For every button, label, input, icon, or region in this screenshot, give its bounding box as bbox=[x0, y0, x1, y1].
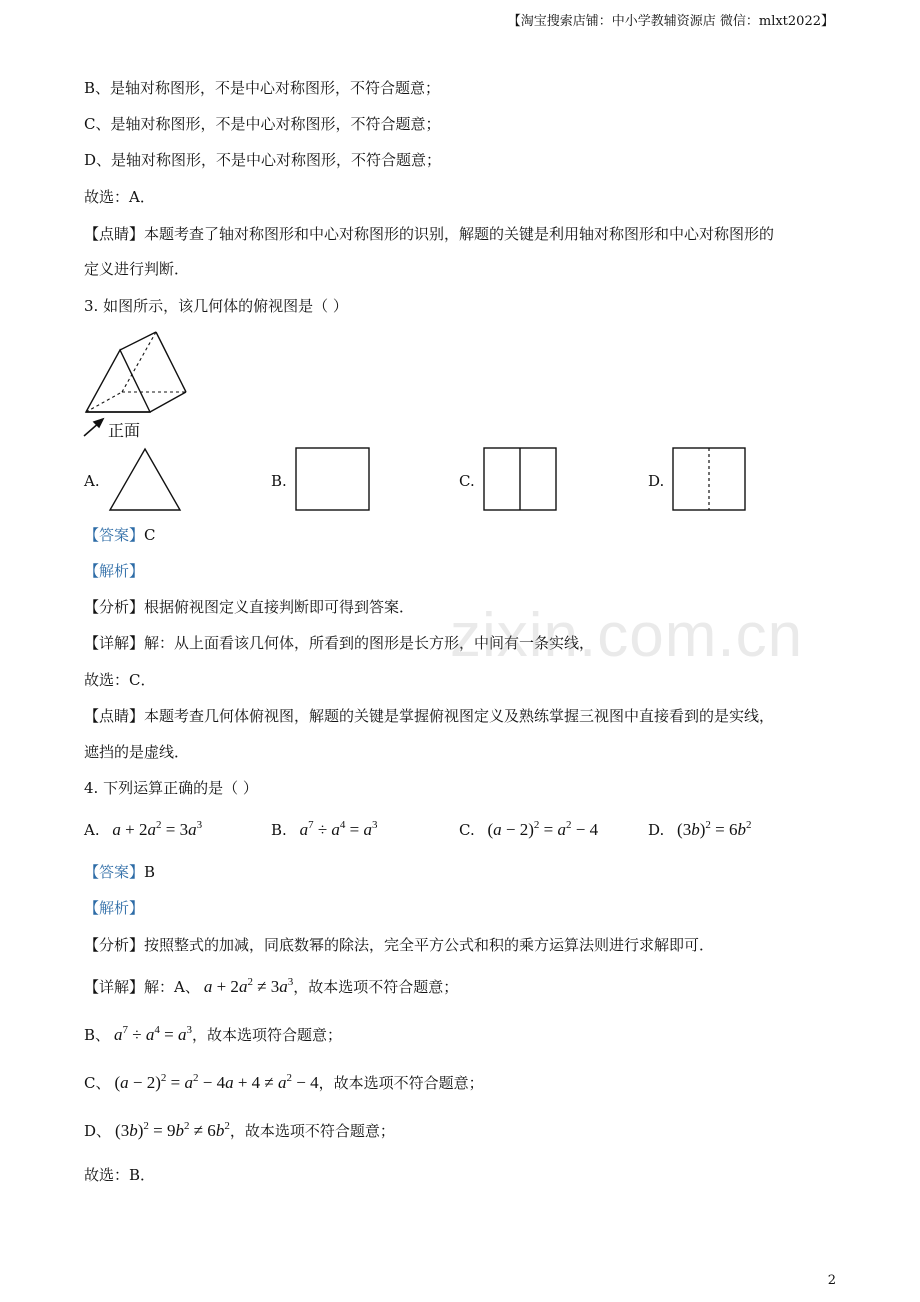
q4-fenxi: 【分析】按照整式的加减，同底数幂的除法，完全平方公式和积的乘方运算法则进行求解即可． bbox=[84, 936, 715, 954]
q3-comment-line2: 遮挡的是虚线． bbox=[84, 743, 190, 761]
q3-answer bbox=[84, 525, 156, 545]
b-prefix: B、 bbox=[84, 1026, 111, 1044]
q3-comment-line1: 【点睛】本题考查几何体俯视图，解题的关键是掌握俯视图定义及熟练掌握三视图中直接看到的是实线， bbox=[84, 707, 775, 725]
q3-option-d-label: D. bbox=[648, 472, 665, 490]
q2-choice: 故选：A． bbox=[84, 188, 155, 206]
q4-d-formula: $(3b)^2 = 9b^2 \ne 6b^2$ bbox=[115, 1120, 230, 1140]
answer-value: C bbox=[144, 526, 156, 544]
q2-option-c-explain: C、是轴对称图形，不是中心对称图形，不符合题意； bbox=[84, 115, 441, 133]
q4-a-formula: $a + 2a^2 \ne 3a^3$ bbox=[203, 976, 294, 996]
q4-option-b-formula: $a^7 \div a^4 = a^3$ bbox=[299, 819, 378, 839]
q3-option-a-label: A. bbox=[84, 472, 100, 490]
d-prefix: D、 bbox=[84, 1122, 112, 1140]
q2-option-d-explain: D、是轴对称图形，不是中心对称图形，不符合题意； bbox=[84, 151, 442, 169]
q4-xiangjie-c bbox=[84, 1073, 484, 1093]
q4-xiangjie-a bbox=[84, 977, 458, 997]
q4-option-c-label: C. bbox=[459, 821, 475, 839]
page-number: 2 bbox=[827, 1273, 836, 1288]
c-prefix: C、 bbox=[84, 1074, 111, 1092]
q3-fenxi: 【分析】根据俯视图定义直接判断即可得到答案． bbox=[84, 598, 415, 616]
q3-option-d-rectangle-dashed-line bbox=[672, 447, 748, 513]
xiangjie-prefix: 【详解】解：A、 bbox=[84, 978, 200, 996]
front-label: 正面 bbox=[108, 421, 141, 440]
q4-c-formula: $(a - 2)^2 = a^2 - 4a + 4 \ne a^2 - 4$ bbox=[114, 1072, 319, 1092]
q4-xiangjie-b bbox=[84, 1025, 342, 1045]
q3-analysis-tag: 【解析】 bbox=[84, 562, 145, 580]
q4-option-a-formula: $a + 2a^2 = 3a^3$ bbox=[112, 819, 203, 839]
q4-analysis-tag: 【解析】 bbox=[84, 899, 145, 917]
b-suffix: ，故本选项符合题意； bbox=[191, 1026, 342, 1044]
q4-xiangjie-d bbox=[84, 1121, 395, 1141]
q2-option-b-explain: B、是轴对称图形，不是中心对称图形，不符合题意； bbox=[84, 79, 441, 97]
q4-option-c-formula: $(a - 2)^2 = a^2 - 4$ bbox=[487, 819, 599, 839]
q4-option-a-label: A. bbox=[84, 821, 100, 839]
q3-choice: 故选：C． bbox=[84, 671, 156, 689]
q4-option-d-formula: $(3b)^2 = 6b^2$ bbox=[677, 819, 752, 839]
answer-tag: 【答案】 bbox=[84, 526, 145, 544]
page-header: 【淘宝搜索店铺：中小学教辅资源店 微信：mlxt2022】 bbox=[507, 14, 834, 29]
q3-stem: 3. 如图所示，该几何体的俯视图是（ ） bbox=[84, 297, 348, 315]
a-suffix: ，故本选项不符合题意； bbox=[293, 978, 459, 996]
q3-xiangjie: 【详解】解：从上面看该几何体，所看到的图形是长方形，中间有一条实线， bbox=[84, 634, 595, 652]
q4-option-d bbox=[648, 820, 751, 840]
q2-comment-line1: 【点睛】本题考查了轴对称图形和中心对称图形的识别，解题的关键是利用轴对称图形和中心对称图形的 bbox=[84, 225, 775, 243]
answer-value: B bbox=[144, 863, 156, 881]
q4-answer bbox=[84, 862, 155, 882]
q3-option-b-rectangle bbox=[295, 447, 371, 513]
q3-option-c-label: C. bbox=[459, 472, 475, 490]
q4-option-b bbox=[271, 820, 378, 840]
c-suffix: ，故本选项不符合题意； bbox=[318, 1074, 484, 1092]
q4-stem: 4. 下列运算正确的是（ ） bbox=[84, 779, 258, 797]
q4-option-b-label: B. bbox=[271, 821, 287, 839]
q2-comment-line2: 定义进行判断． bbox=[84, 260, 190, 278]
watermark: zixin.com.cn bbox=[450, 601, 804, 670]
q3-option-c-rectangle-solid-line bbox=[483, 447, 559, 513]
answer-tag: 【答案】 bbox=[84, 863, 145, 881]
q4-choice: 故选：B． bbox=[84, 1166, 156, 1184]
d-suffix: ，故本选项不符合题意； bbox=[229, 1122, 395, 1140]
q4-option-d-label: D. bbox=[648, 821, 665, 839]
q4-option-c bbox=[459, 820, 598, 840]
q4-b-formula: $a^7 \div a^4 = a^3$ bbox=[114, 1024, 192, 1044]
q3-option-a-triangle bbox=[108, 448, 182, 512]
q4-option-a bbox=[84, 820, 202, 840]
q3-option-b-label: B. bbox=[271, 472, 287, 490]
